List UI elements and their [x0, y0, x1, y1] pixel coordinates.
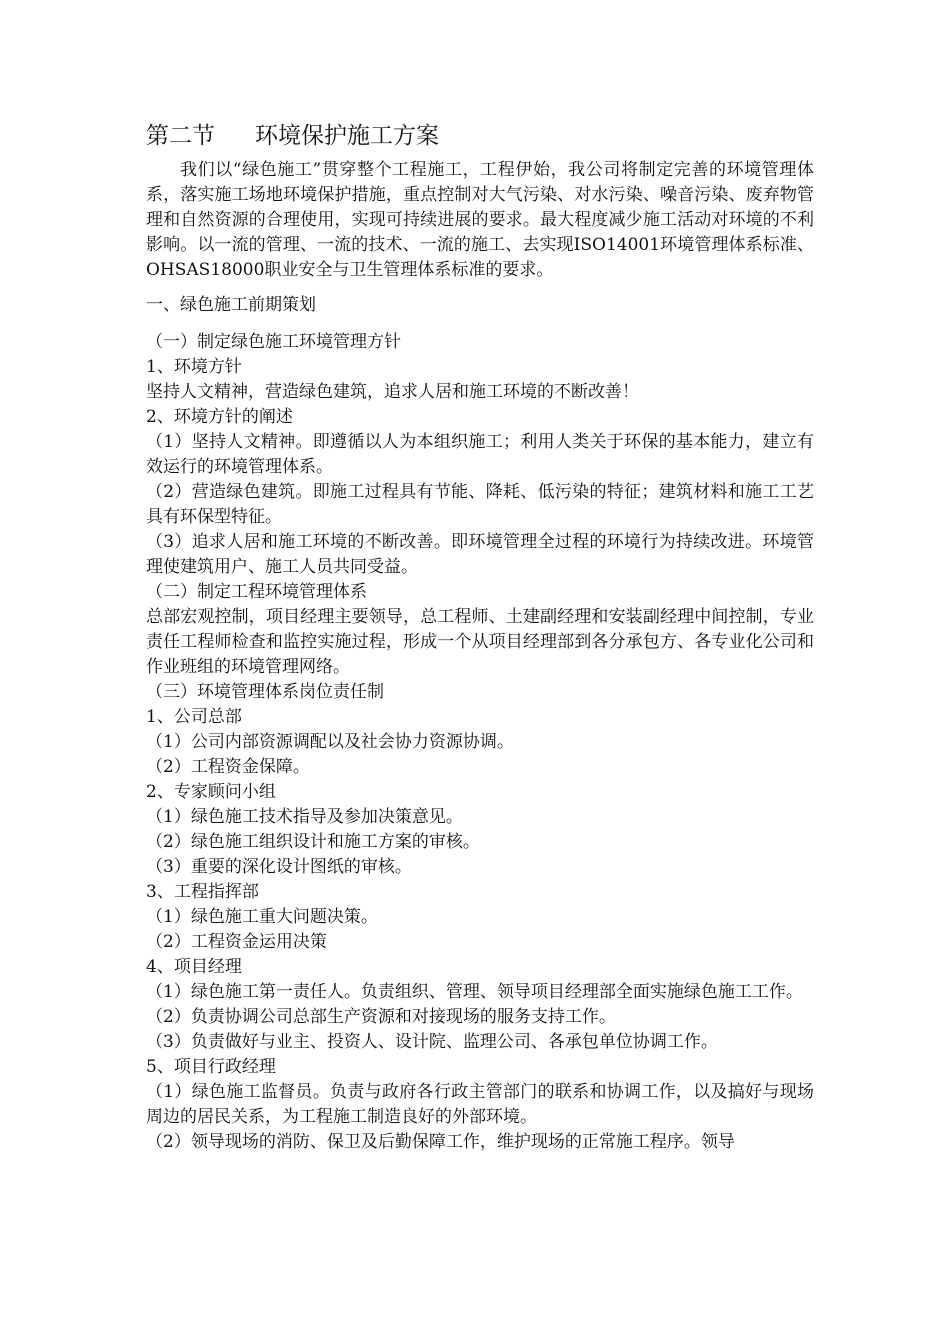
heading-1: 一、绿色施工前期策划 — [146, 295, 316, 315]
subheading: （二）制定工程环境管理体系 — [146, 582, 367, 602]
paragraph: （2）领导现场的消防、保卫及后勤保障工作，维护现场的正常施工程序。领导 — [146, 1132, 735, 1152]
paragraph: （2）工程资金保障。 — [146, 757, 310, 777]
list-item: 3、工程指挥部 — [146, 882, 259, 902]
document-page — [146, 118, 814, 1155]
list-item: 1、环境方针 — [146, 357, 242, 377]
section-title — [146, 118, 814, 154]
paragraph: （2）营造绿色建筑。即施工过程具有节能、降耗、低污染的特征；建筑材料和施工工艺具有环保型特征。 — [146, 482, 814, 527]
list-item: 2、专家顾问小组 — [146, 782, 276, 802]
list-item: 5、项目行政经理 — [146, 1057, 276, 1077]
paragraph: （2）工程资金运用决策 — [146, 932, 327, 952]
paragraph: （1）绿色施工技术指导及参加决策意见。 — [146, 807, 463, 827]
list-item: 4、项目经理 — [146, 957, 242, 977]
paragraph: （1）公司内部资源调配以及社会协力资源协调。 — [146, 732, 514, 752]
paragraph: （1）绿色施工监督员。负责与政府各行政主管部门的联系和协调工作，以及搞好与现场周边的居民关系，为工程施工制造良好的外部环境。 — [146, 1082, 814, 1127]
body-lines — [146, 330, 814, 1155]
paragraph: （3）负责做好与业主、投资人、设计院、监理公司、各承包单位协调工作。 — [146, 1032, 718, 1052]
paragraph: （2）负责协调公司总部生产资源和对接现场的服务支持工作。 — [146, 1007, 616, 1027]
section-number: 第二节 — [146, 123, 215, 149]
paragraph: （1）绿色施工第一责任人。负责组织、管理、领导项目经理部全面实施绿色施工工作。 — [146, 982, 803, 1002]
paragraph: （3）重要的深化设计图纸的审核。 — [146, 857, 412, 877]
paragraph: （1）绿色施工重大问题决策。 — [146, 907, 378, 927]
paragraph: 总部宏观控制，项目经理主要领导，总工程师、土建副经理和安装副经理中间控制，专业责任工程师检查和监控实施过程，形成一个从项目经理部到各分承包方、各专业化公司和作业班组的环境管理网络。 — [146, 607, 814, 677]
paragraph: （2）绿色施工组织设计和施工方案的审核。 — [146, 832, 480, 852]
paragraph: （3）追求人居和施工环境的不断改善。即环境管理全过程的环境行为持续改进。环境管理使建筑用户、施工人员共同受益。 — [146, 532, 814, 577]
intro-paragraph: 我们以“绿色施工”贯穿整个工程施工，工程伊始，我公司将制定完善的环境管理体系，落实施工场地环境保护措施，重点控制对大气污染、对水污染、噪音污染、废弃物管理和自然资源的合理使用，实现可持续进展的要求。最大程度减少施工活动对环境的不利影响。以一流的管理、一流的技术、一流的施工、去实现ISO14001环境管理体系标准、OHSAS18000职业安全与卫生管理体系标准的要求。 — [146, 160, 814, 280]
list-item: 1、公司总部 — [146, 707, 242, 727]
subheading: （三）环境管理体系岗位责任制 — [146, 682, 384, 702]
paragraph: （1）坚持人文精神。即遵循以人为本组织施工；利用人类关于环保的基本能力，建立有效运行的环境管理体系。 — [146, 432, 814, 477]
section-name: 环境保护施工方案 — [255, 123, 439, 149]
subheading: （一）制定绿色施工环境管理方针 — [146, 332, 401, 352]
list-item: 2、环境方针的阐述 — [146, 407, 293, 427]
paragraph: 坚持人文精神，营造绿色建筑，追求人居和施工环境的不断改善！ — [146, 382, 639, 402]
